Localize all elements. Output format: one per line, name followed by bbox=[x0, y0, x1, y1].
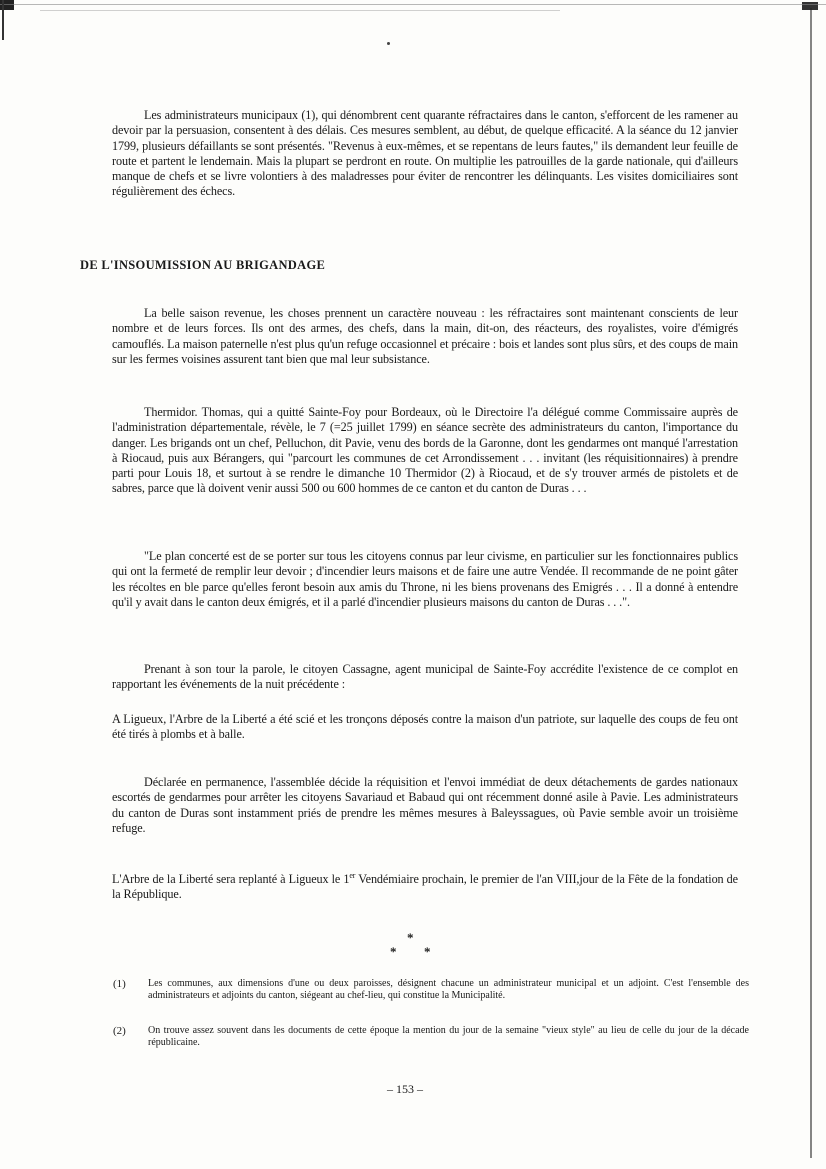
scan-edge-line-2 bbox=[40, 10, 560, 11]
paragraph-text: Prenant à son tour la parole, le citoyen Cassagne, agent municipal de Sainte-Foy accrédite l'existence de ce complot en rapportant les événements de la nuit précédente : bbox=[112, 662, 738, 692]
paragraph-text-start: L'Arbre de la Liberté sera replanté à Ligueux le 1 bbox=[112, 872, 350, 886]
paragraph-6 bbox=[112, 712, 738, 743]
paragraph-text: "Le plan concerté est de se porter sur tous les citoyens connus par leur civisme, en particulier sur les fonctionnaires publics qui ont la fermeté de remplir leur devoir ; d'incendier leurs maisons et de faire une autre Vendée. Il recommande de ne point gâter les récoltes en ble parce qu'elles feront besoin aux amis du Throne, ni les biens provenans des Emigrés . . . Il a donné à entendre qu'il y avait dans le canton deux émigrés, et il a parlé d'incendier plusieurs maisons du canton de Duras . . .". bbox=[112, 549, 738, 609]
scan-dot bbox=[387, 42, 390, 45]
scan-edge-line bbox=[0, 4, 826, 5]
separator-star: * bbox=[407, 930, 414, 945]
footnote-number: (2) bbox=[113, 1025, 126, 1037]
separator-star: * bbox=[424, 944, 431, 959]
paragraph-5 bbox=[112, 662, 738, 693]
separator-star: * bbox=[390, 944, 397, 959]
footnote-number: (1) bbox=[113, 978, 126, 990]
paragraph-text: La belle saison revenue, les choses prennent un caractère nouveau : les réfractaires sont maintenant conscients de leur nombre et de leurs forces. Ils ont des armes, des chefs, dans la main, dit-on, des réacteurs, des royalistes, voire d'émigrés camouflés. La maison paternelle n'est plus qu'un refuge occasionnel et précaire : bois et landes sont plus sûrs, et des coups de main sur les fermes voisines assurent tant bien que mal leur subsistance. bbox=[112, 306, 738, 366]
paragraph-text: Les administrateurs municipaux (1), qui dénombrent cent quarante réfractaires dans le canton, s'efforcent de les ramener au devoir par la persuasion, consentent à des délais. Ces mesures semblent, au début, de quelque efficacité. A la séance du 12 janvier 1799, plusieurs défaillants se sont présentés. "Revenus à eux-mêmes, et se repentans de leurs fautes," ils demandent leur feuille de route et partent le lendemain. Mais la plupart se perdront en route. On multiplie les patrouilles de la garde nationale, qui d'ailleurs manque de chefs et se livre volontiers à des maladresses pour éviter de rencontrer les délinquants. Les visites domiciliaires sont régulièrement des échecs. bbox=[112, 108, 738, 199]
footnote-2 bbox=[113, 1025, 749, 1050]
paragraph-2 bbox=[112, 306, 738, 367]
section-separator bbox=[372, 930, 442, 960]
ordinal-superscript: er bbox=[349, 870, 356, 880]
paragraph-text: Thermidor. Thomas, qui a quitté Sainte-Foy pour Bordeaux, où le Directoire l'a délégué comme Commissaire auprès de l'administration départementale, révèle, le 7 (=25 juillet 1799) en séance secrète des administrateurs du canton, l'importance du danger. Les brigands ont un chef, Pelluchon, dit Pavie, venu des bords de la Garonne, dont les gendarmes ont manqué l'arrestation à Riocaud, puis aux Bérangers, qui "parcourt les communes de cet Arrondissement . . . invitant (les réquisitionnaires) à prendre parti pour Louis 18, et surtout à se rendre le dimanche 10 Thermidor (2) à Riocaud, et de s'y trouver armés de pistolets et de sabres, parce que là doivent venir aussi 500 ou 600 hommes de ce canton et du canton de Duras . . . bbox=[112, 405, 738, 496]
paragraph-text: Déclarée en permanence, l'assemblée décide la réquisition et l'envoi immédiat de deux détachements de gardes nationaux escortés de gendarmes pour arrêter les citoyens Savariaud et Babaud qui ont récemment donné asile à Pavie. Les administrateurs du canton de Duras sont instamment priés de prendre les mêmes mesures à Baleyssagues, où Pavie semble avoir un troisième refuge. bbox=[112, 775, 738, 835]
paragraph-text-end: Vendémiaire prochain, le premier de l'an VIII,jour de la Fête de la fondation de la République. bbox=[112, 872, 738, 902]
footnote-1 bbox=[113, 978, 749, 1003]
scan-right-edge bbox=[810, 8, 812, 1158]
paragraph-8 bbox=[112, 872, 738, 903]
paragraph-text: A Ligueux, l'Arbre de la Liberté a été scié et les tronçons déposés contre la maison d'un patriote, sur laquelle des coups de feu ont été tirés à plombs et à balle. bbox=[112, 712, 738, 742]
paragraph-text bbox=[112, 872, 738, 903]
paragraph-1 bbox=[112, 108, 738, 200]
paragraph-7 bbox=[112, 775, 738, 836]
scan-left-edge bbox=[2, 0, 4, 40]
footnote-text: Les communes, aux dimensions d'une ou deux paroisses, désignent chacune un administrateur municipal et un adjoint. C'est l'ensemble des administrateurs et adjoints du canton, siégeant au chef-lieu, qui constitue la Municipalité. bbox=[148, 978, 749, 1002]
paragraph-3 bbox=[112, 405, 738, 497]
section-heading: DE L'INSOUMISSION AU BRIGANDAGE bbox=[80, 258, 326, 272]
paragraph-4 bbox=[112, 549, 738, 610]
footnote-text: On trouve assez souvent dans les documents de cette époque la mention du jour de la semaine "vieux style" au lieu de celle du jour de la décade républicaine. bbox=[148, 1025, 749, 1049]
page-number: – 153 – bbox=[387, 1082, 423, 1096]
